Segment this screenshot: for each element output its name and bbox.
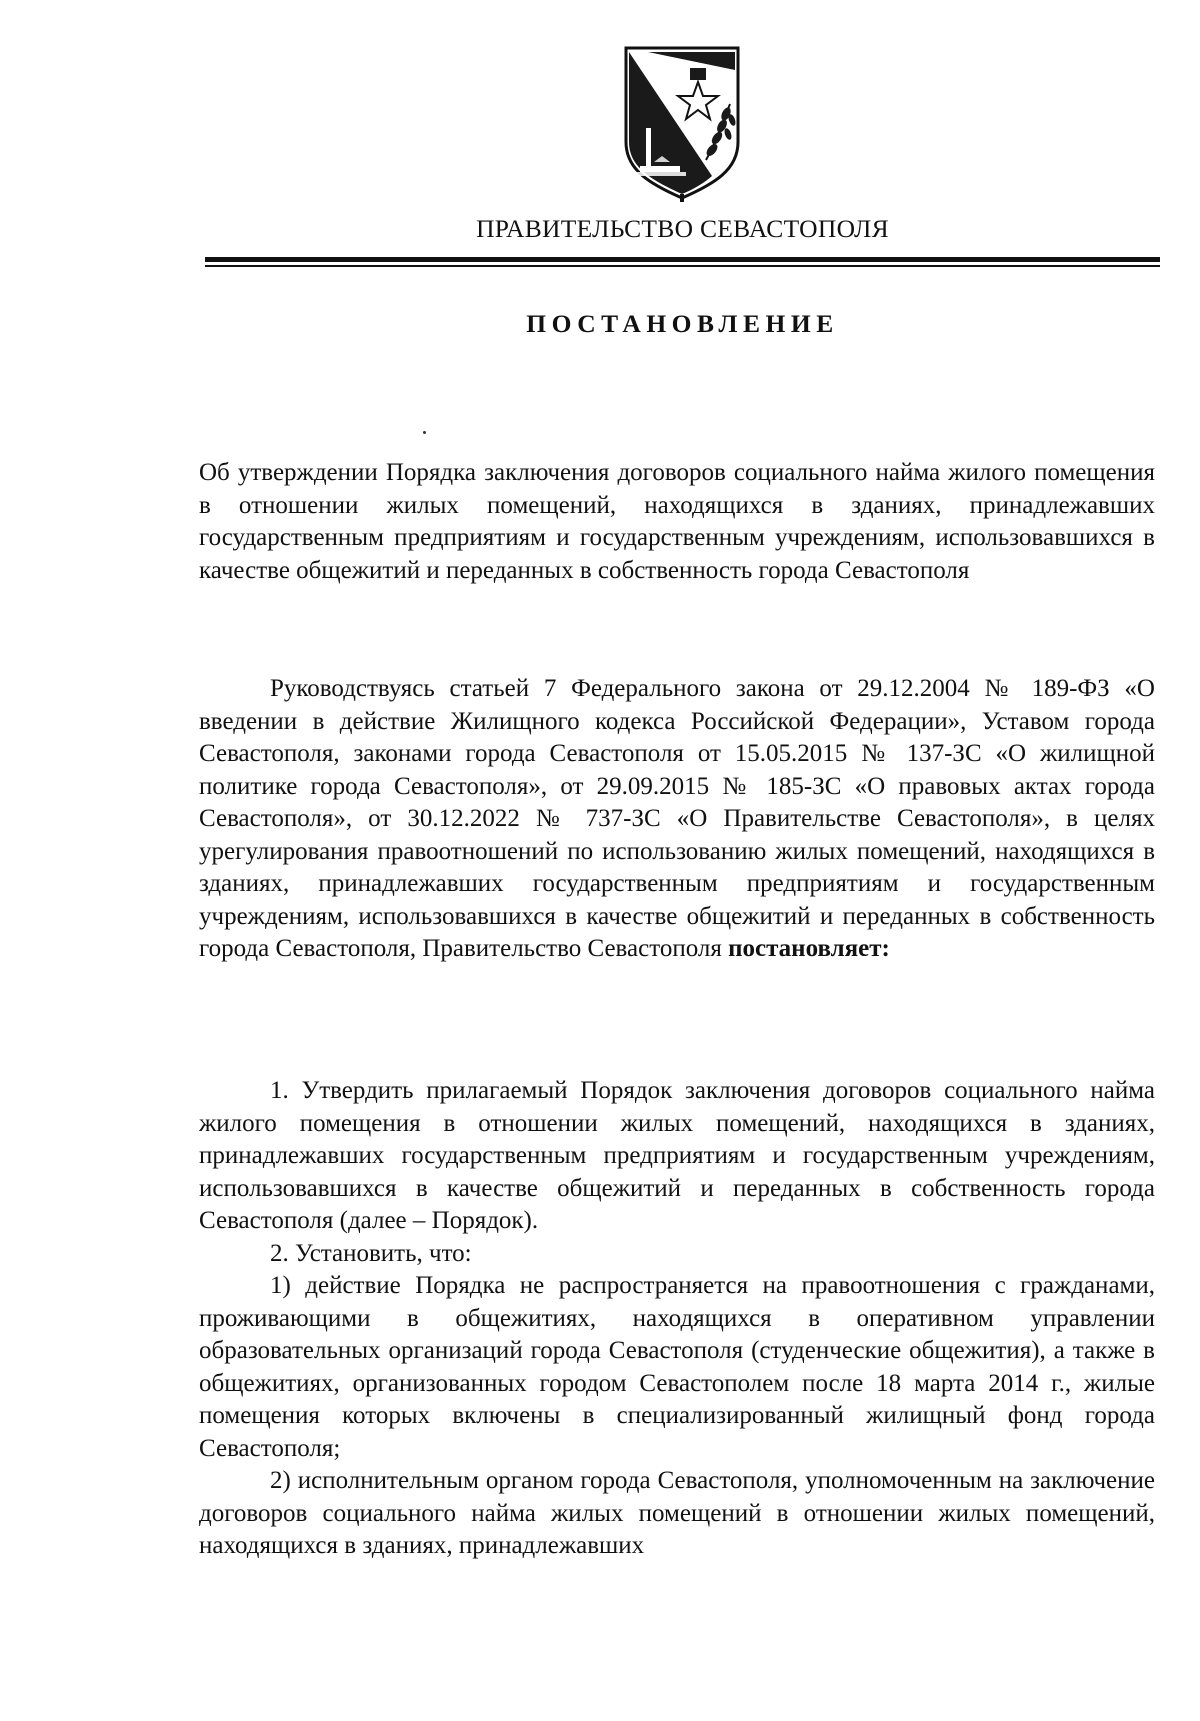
resolves-word: постановляет: xyxy=(728,935,890,962)
document-subject xyxy=(199,457,1155,587)
header-rule-thick xyxy=(205,257,1160,262)
point-1: 1. Утвердить прилагаемый Порядок заключения договоров социального найма жилого помещения в отношении жилых помещений, находящихся в зданиях, принадлежавших государственным предприятиям и государственным учреждениям, использовавшихся в качестве общежитий и переданных в собственность города Севастополя (далее – Порядок). xyxy=(199,1077,1155,1234)
sevastopol-coat-of-arms-icon xyxy=(618,44,746,202)
operative-points xyxy=(199,1075,1155,1563)
subject-text: Об утверждении Порядка заключения договоров социального найма жилого помещения в отношении жилых помещений, находящихся в зданиях, принадлежавших государственным предприятиям и государственным учреждениям, использовавшихся в качестве общежитий и переданных в собственность города Севастополя xyxy=(199,459,1155,584)
preamble xyxy=(199,673,1155,966)
subpoint-2-2: 2) исполнительным органом города Севастополя, уполномоченным на заключение договоров социального найма жилых помещений в отношении жилых помещений, находящихся в зданиях, принадлежавших xyxy=(199,1467,1155,1559)
organization-name: ПРАВИТЕЛЬСТВО СЕВАСТОПОЛЯ xyxy=(476,214,889,243)
document-type-heading: ПОСТАНОВЛЕНИЕ xyxy=(526,309,839,338)
header-rule-thin xyxy=(205,265,1160,267)
scan-speck xyxy=(423,431,426,434)
subpoint-2-1: 1) действие Порядка не распространяется на правоотношения с гражданами, проживающими в общежитиях, находящихся в оперативном управлении образовательных организаций города Севастополя (студенческие общежития), а также в общежитиях, организованных городом Севастополем после 18 марта 2014 г., жилые помещения которых включены в специализированный жилищный фонд города Севастополя; xyxy=(199,1272,1155,1462)
preamble-text: Руководствуясь статьей 7 Федерального закона от 29.12.2004 № 189-ФЗ «О введении в действие Жилищного кодекса Российской Федерации», Уставом города Севастополя, законами города Севастополя от 15.05.2015 № 137-ЗС «О жилищной политике города Севастополя», от 29.09.2015 № 185-ЗС «О правовых актах города Севастополя», от 30.12.2022 № 737-ЗС «О Правительстве Севастополя», в целях урегулирования правоотношений по использованию жилых помещений, находящихся в зданиях, принадлежавших государственным предприятиям и государственным учреждениям, использовавшихся в качестве общежитий и переданных в собственность города Севастополя, Правительство Севастополя xyxy=(199,675,1155,962)
preamble-paragraph xyxy=(199,673,1155,966)
point-2: 2. Установить, что: xyxy=(270,1239,472,1267)
